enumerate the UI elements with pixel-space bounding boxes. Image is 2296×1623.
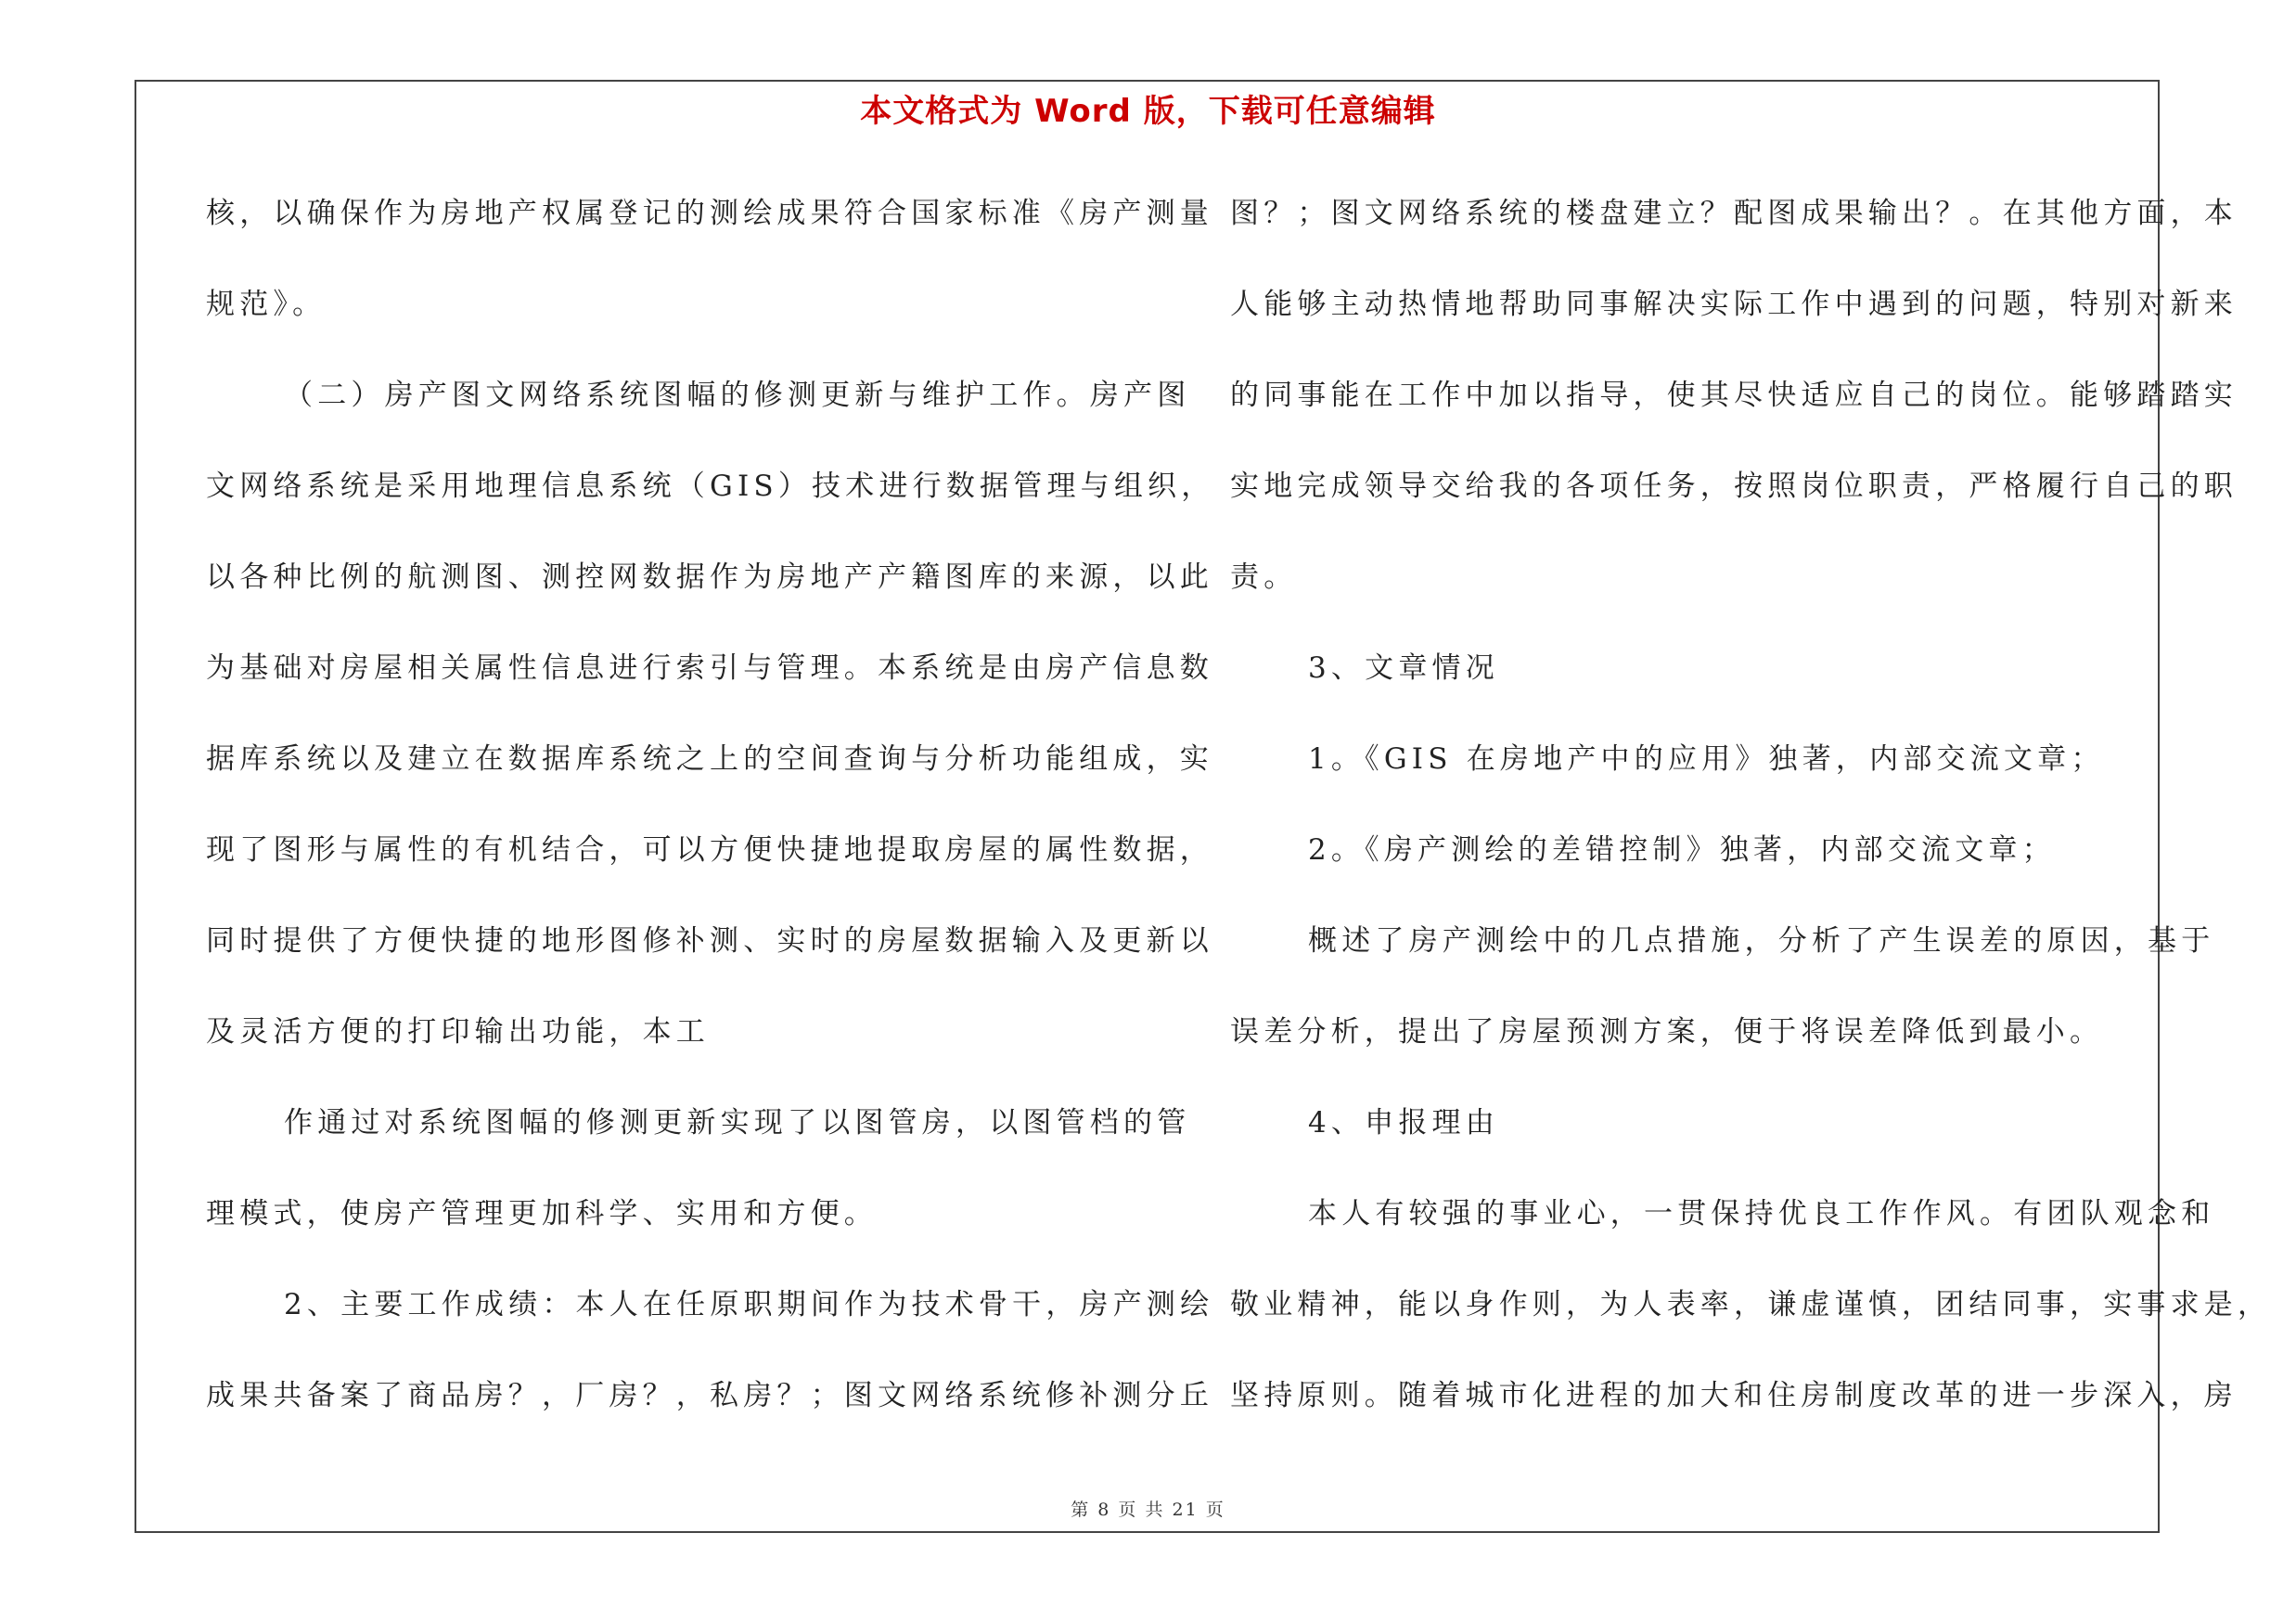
text-line: 现了图形与属性的有机结合，可以方便快捷地提取房屋的属性数据， [206,833,1213,867]
text-line: 为基础对房屋相关属性信息进行索引与管理。本系统是由房产信息数 [206,651,1213,685]
text-line: 据库系统以及建立在数据库系统之上的空间查询与分析功能组成，实 [206,742,1213,776]
text-line: 敬业精神，能以身作则，为人表率，谦虚谨慎，团结同事，实事求是， [1230,1288,2272,1321]
text-line: 误差分析，提出了房屋预测方案，便于将误差降低到最小。 [1230,1015,2104,1049]
text-line: 概述了房产测绘中的几点措施，分析了产生误差的原因，基于 [1308,924,2215,958]
text-line: 核，以确保作为房地产权属登记的测绘成果符合国家标准《房产测量 [206,197,1213,230]
page-number: 第 8 页 共 21 页 [1071,1500,1225,1520]
text-line: 坚持原则。随着城市化进程的加大和住房制度改革的进一步深入，房 [1230,1379,2238,1412]
text-line: 以各种比例的航测图、测控网数据作为房地产产籍图库的来源，以此 [206,560,1213,594]
text-line: 人能够主动热情地帮助同事解决实际工作中遇到的问题，特别对新来 [1230,288,2238,321]
text-line: 理模式，使房产管理更加科学、实用和方便。 [206,1197,878,1230]
text-line: 责。 [1230,560,1298,594]
text-line: 本人有较强的事业心，一贯保持优良工作作风。有团队观念和 [1308,1197,2215,1230]
text-line: 作通过对系统图幅的修测更新实现了以图管房，以图管档的管 [284,1106,1191,1140]
text-line: 2、主要工作成绩：本人在任原职期间作为技术骨干，房产测绘 [284,1288,1214,1321]
left-column [206,181,1215,1454]
text-line: 及灵活方便的打印输出功能，本工 [206,1015,710,1049]
text-line: 规范》。 [206,288,327,321]
text-line: 2。《房产测绘的差错控制》独著，内部交流文章； [1308,833,2056,867]
section-heading: 4、申报理由 [1308,1106,1499,1140]
text-line: 文网络系统是采用地理信息系统（GIS）技术进行数据管理与组织， [206,470,1215,503]
text-line: 1。《GIS 在房地产中的应用》独著，内部交流文章； [1308,742,2105,776]
text-line: 图？；图文网络系统的楼盘建立？配图成果输出？。在其他方面，本 [1230,197,2238,230]
format-banner: 本文格式为 Word 版，下载可任意编辑 [860,93,1436,130]
text-line: 成果共备案了商品房？，厂房？，私房？；图文网络系统修补测分丘 [206,1379,1213,1412]
text-line: 同时提供了方便快捷的地形图修补测、实时的房屋数据输入及更新以 [206,924,1213,958]
text-line: 的同事能在工作中加以指导，使其尽快适应自己的岗位。能够踏踏实 [1230,379,2238,412]
text-line: （二）房产图文网络系统图幅的修测更新与维护工作。房产图 [284,379,1191,412]
right-column [1230,181,2272,1454]
section-heading: 3、文章情况 [1308,651,1499,685]
text-line: 实地完成领导交给我的各项任务，按照岗位职责，严格履行自己的职 [1230,470,2238,503]
